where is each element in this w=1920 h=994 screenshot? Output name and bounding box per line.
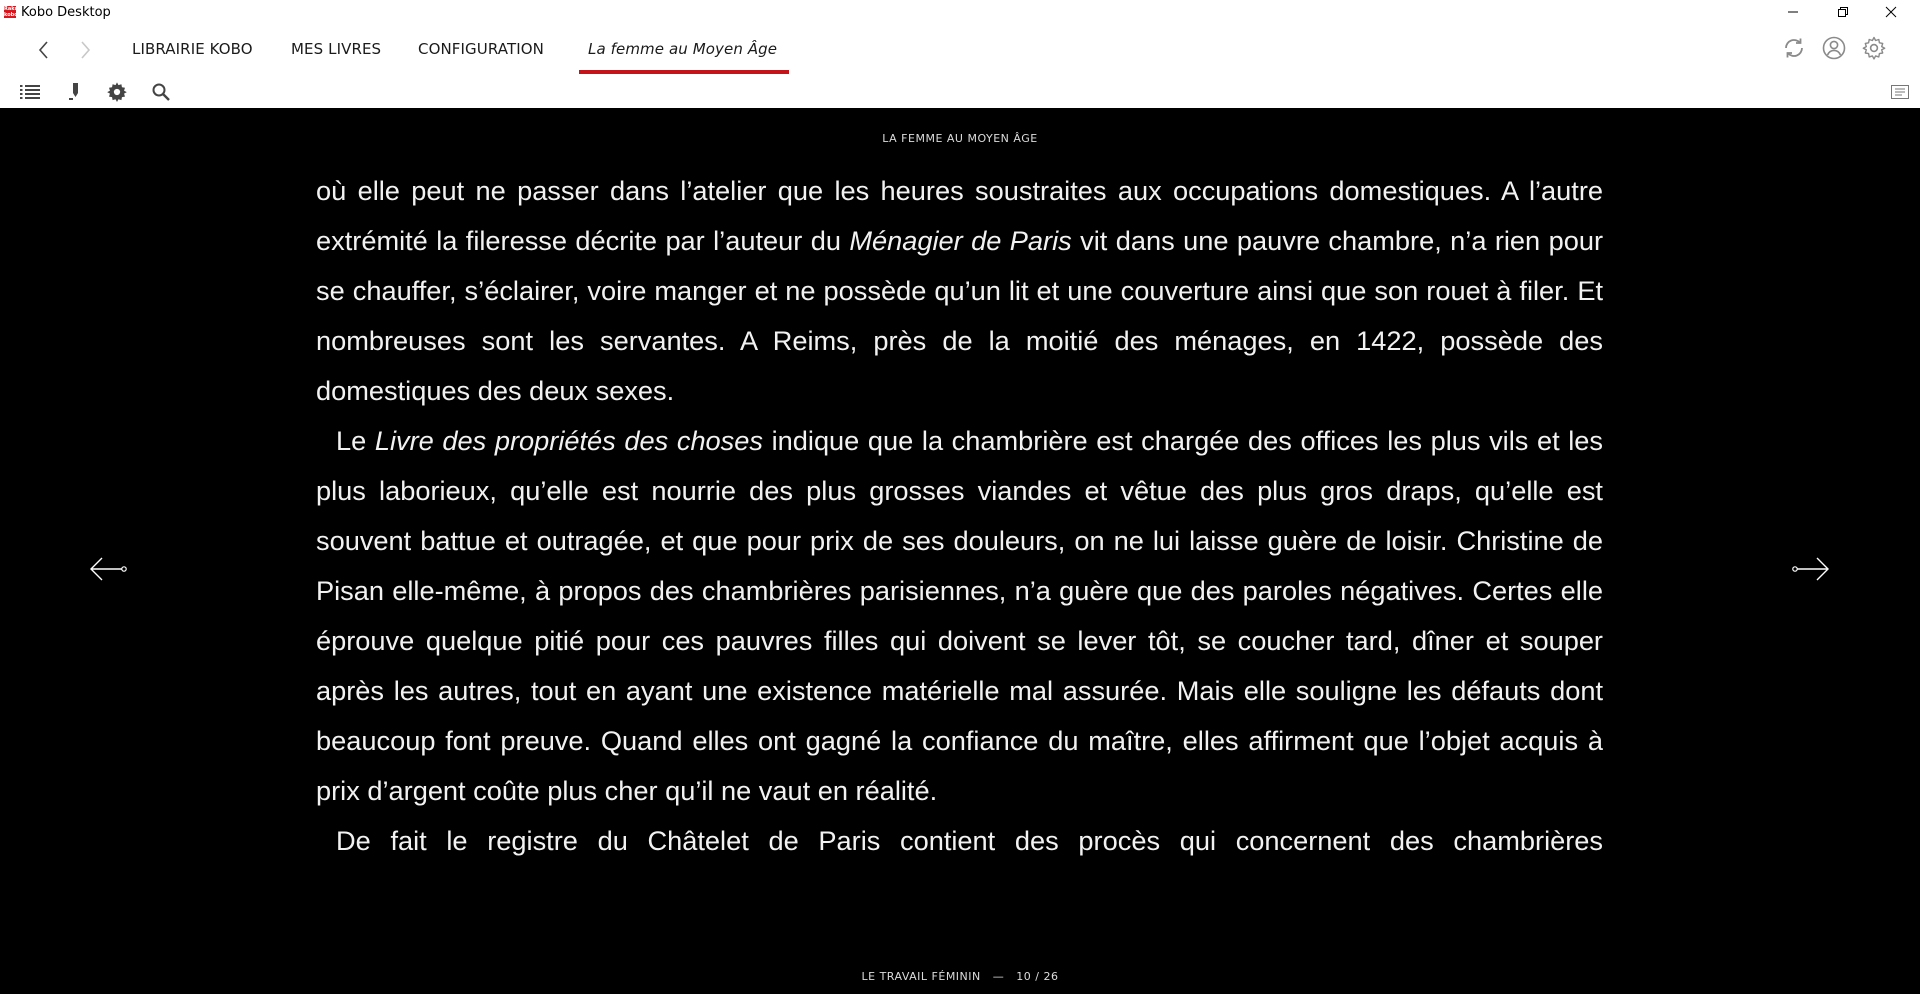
previous-page-button[interactable] — [86, 554, 130, 584]
table-of-contents-icon — [20, 84, 40, 100]
back-button[interactable] — [32, 38, 56, 62]
paragraph — [316, 816, 1603, 866]
paragraph-text: où elle peut ne passer dans l’atelier que les heures soustraites aux occupations domestiques. A l’autre extrémité la fileresse décrite par l’auteur du — [316, 175, 1603, 256]
restore-button[interactable] — [1820, 0, 1866, 24]
active-tab-indicator — [579, 70, 789, 74]
window-title: Kobo Desktop — [21, 5, 111, 20]
search-icon — [151, 82, 171, 102]
user-icon — [1822, 36, 1846, 60]
page-previous-arrow-icon — [88, 554, 128, 584]
kobo-logo-icon — [4, 6, 28, 18]
paragraph-text: vit dans une pauvre chambre, n’a rien pour se chauffer, s’éclairer, voire manger et ne possède qu’un lit et une couverture ainsi que son rouet à filer. Et nombreuses sont les servantes. A Reims, près de la moitié des ménages, en 1422, possède des domestiques des deux sexes. — [316, 225, 1604, 406]
tab-current-book[interactable]: La femme au Moyen Âge — [588, 40, 778, 58]
tab-my-books[interactable]: MES LIVRES — [291, 40, 382, 58]
footer-separator: — — [992, 970, 1005, 983]
minimize-icon — [1788, 7, 1798, 17]
page-total: 26 — [1043, 970, 1059, 983]
kobo-logo-text: Rakuten kobo — [4, 6, 28, 18]
paragraph — [316, 416, 1603, 816]
gear-icon — [1862, 36, 1886, 60]
italic-title: Livre des propriétés des choses — [374, 425, 763, 456]
search-button[interactable] — [149, 80, 173, 104]
annotations-button[interactable] — [62, 80, 86, 104]
minimize-button[interactable] — [1770, 0, 1816, 24]
paragraph-text: indique que la chambrière est chargée des offices les plus vils et les plus laborieux, qu’elle est nourrie des plus grosses viandes et vêtue des plus gros draps, qu’elle est souvent battue et outragée, et que pour prix de ses douleurs, on ne lui laisse guère de loisir. Christine de Pisan elle-même, à propos des chambrières parisiennes, n’a guère que des paroles négatives. Certes elle éprouve quelque pitié pour ces pauvres filles qui doivent se lever tôt, se coucher tard, dîner et souper après les autres, tout en ayant une existence matérielle mal assurée. Mais elle souligne les défauts dont beaucoup font preuve. Quand elles ont gagné la confiance du maître, elles affirment que l’objet acquis à prix d’argent coûte plus cher qu’il ne vaut en réalité. — [316, 425, 1604, 806]
sync-icon — [1782, 36, 1806, 60]
chapter-title: LE TRAVAIL FÉMININ — [861, 970, 981, 983]
panel-toggle-button[interactable] — [1888, 80, 1912, 104]
panel-icon — [1891, 85, 1909, 99]
reader-page[interactable] — [0, 108, 1920, 994]
running-head-title: LA FEMME AU MOYEN ÂGE — [882, 132, 1038, 145]
close-button[interactable] — [1868, 0, 1914, 24]
settings-button[interactable] — [1860, 34, 1888, 62]
reading-toolbar — [0, 76, 1920, 108]
page-next-arrow-icon — [1791, 554, 1831, 584]
main-navigation — [0, 26, 1920, 76]
reading-settings-button[interactable] — [105, 80, 129, 104]
window-titlebar — [0, 0, 1920, 26]
page-footer: LE TRAVAIL FÉMININ — 10 / 26 — [861, 970, 1059, 983]
restore-icon — [1838, 7, 1848, 17]
chevron-right-icon — [78, 41, 92, 59]
reading-settings-icon — [106, 81, 128, 103]
tab-configuration[interactable]: CONFIGURATION — [418, 40, 544, 58]
forward-button[interactable] — [73, 38, 97, 62]
paragraph-text: Le — [336, 425, 375, 456]
annotation-icon — [67, 82, 81, 102]
chevron-left-icon — [37, 41, 51, 59]
page-current: 10 — [1016, 970, 1032, 983]
book-text — [316, 166, 1603, 866]
italic-title: Ménagier de Paris — [849, 225, 1072, 256]
next-page-button[interactable] — [1789, 554, 1833, 584]
sync-button[interactable] — [1780, 34, 1808, 62]
paragraph — [316, 166, 1603, 416]
table-of-contents-button[interactable] — [18, 80, 42, 104]
tab-kobo-store[interactable]: LIBRAIRIE KOBO — [132, 40, 253, 58]
account-button[interactable] — [1820, 34, 1848, 62]
paragraph-text: De fait le registre du Châtelet de Paris contient des procès qui concernent des chambrières — [336, 825, 1603, 856]
close-icon — [1886, 7, 1896, 17]
